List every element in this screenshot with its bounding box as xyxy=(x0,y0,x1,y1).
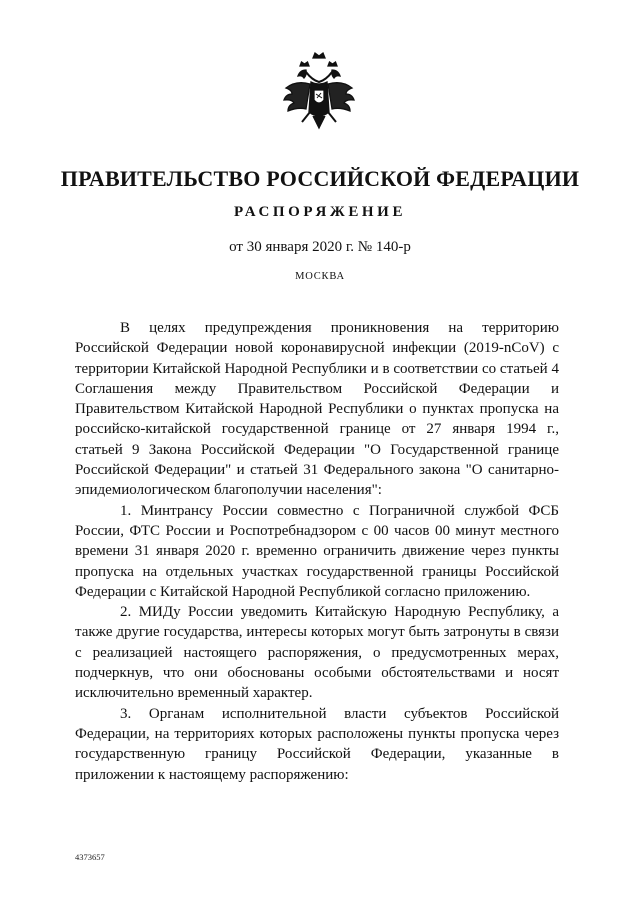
document-date-number: от 30 января 2020 г. № 140-р xyxy=(229,239,411,255)
preamble-paragraph: В целях предупреждения проникновения на территорию Российской Федерации новой коронавирусной инфекции (2019-nCoV) с территории Китайской Народной Республики и в соответствии со статьей 4 Соглашения между Правительством Российской Федерации и Правительством Китайской Народной Республики о пунктах пропуска на российско-китайской государственной границе от 27 января 1994 г., статьей 9 Закона Российской Федерации "О Государственной границе Российской Федерации" и статьей 31 Федерального закона "О санитарно-эпидемиологическом благополучии населения": xyxy=(75,320,559,499)
document-body xyxy=(75,318,559,785)
russian-coat-of-arms-icon xyxy=(276,50,362,146)
item-3-paragraph: 3. Органам исполнительной власти субъектов Российской Федерации, на территориях которых расположены пункты пропуска через государственную границу Российской Федерации, указанные в приложении к настоящему распоряжению: xyxy=(75,705,559,783)
document-type: РАСПОРЯЖЕНИЕ xyxy=(233,204,407,220)
government-title: ПРАВИТЕЛЬСТВО РОССИЙСКОЙ ФЕДЕРАЦИИ xyxy=(60,166,580,191)
item-2-paragraph: 2. МИДу России уведомить Китайскую Народную Республику, а также другие государства, интересы которых могут быть затронуты в связи с реализацией настоящего распоряжения, о предусмотренных мерах, подчеркнув, что они обоснованы особыми обстоятельствами и носят исключительно временный характер. xyxy=(75,604,559,702)
item-1-paragraph: 1. Минтрансу России совместно с Пограничной службой ФСБ России, ФТС России и Роспотребнадзором с 00 часов 00 минут местного времени 31 января 2020 г. временно ограничить движение через пункты пропуска на отдельных участках государственной границы Российской Федерации с Китайской Народной Республикой согласно приложению. xyxy=(75,502,559,600)
document-city: МОСКВА xyxy=(295,271,345,282)
document-code: 4373657 xyxy=(75,852,105,862)
